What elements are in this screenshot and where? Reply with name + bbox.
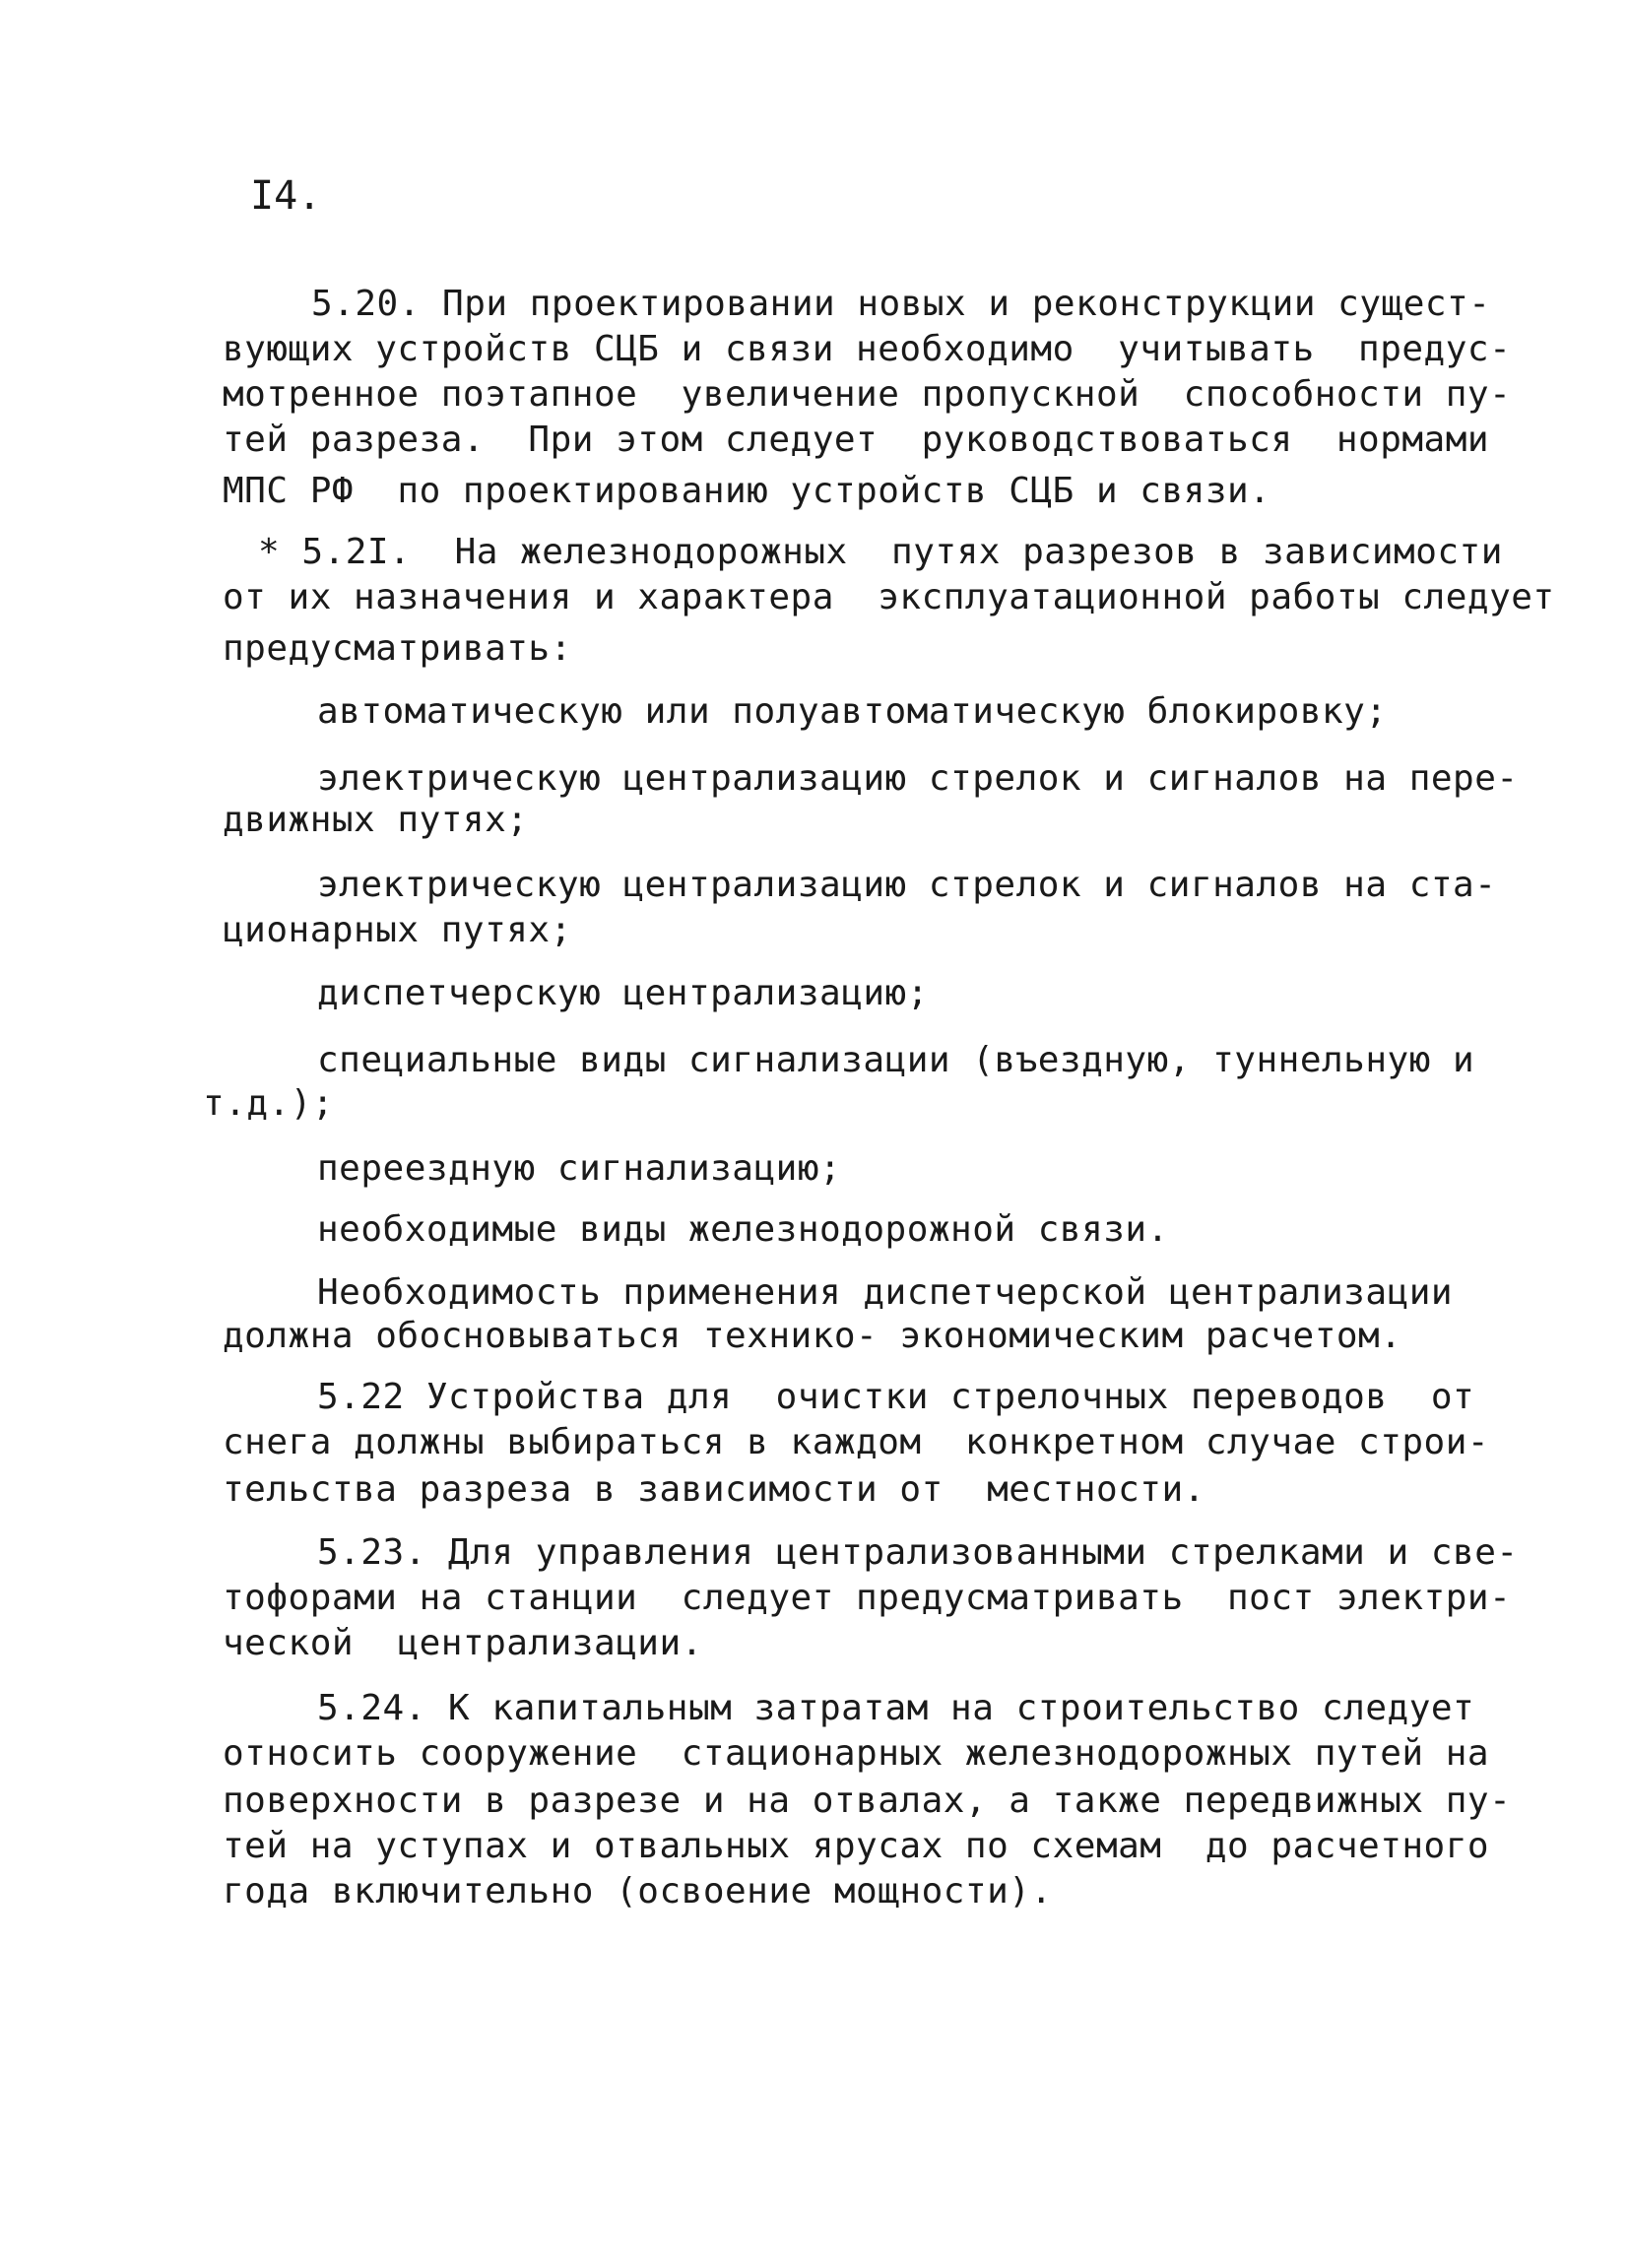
paragraph-5-22-line-1: 5.22 Устройства для очистки стрелочных переводов от <box>317 1377 1475 1417</box>
paragraph-5-20-line-2: вующих устройств СЦБ и связи необходимо учитывать предус- <box>223 329 1512 369</box>
list-item-special-signaling-line-2: т.д.); <box>203 1083 335 1124</box>
list-item-dispatch: диспетчерскую централизацию; <box>317 973 929 1013</box>
list-item-stationary-tracks-line-1: электрическую централизацию стрелок и сигналов на ста- <box>317 865 1497 905</box>
paragraph-5-20-line-4: тей разреза. При этом следует руководствоваться нормами <box>223 420 1490 460</box>
list-item-stationary-tracks-line-2: ционарных путях; <box>223 910 572 950</box>
paragraph-5-23-line-1: 5.23. Для управления централизованными стрелками и све- <box>317 1532 1519 1573</box>
list-item-blocking: автоматическую или полуавтоматическую блокировку; <box>317 691 1388 732</box>
paragraph-5-24-line-2: относить сооружение стационарных железнодорожных путей на <box>223 1733 1490 1774</box>
paragraph-5-24-line-4: тей на уступах и отвальных ярусах по схемам до расчетного <box>223 1826 1490 1866</box>
paragraph-5-21-line-1: * 5.2I. На железнодорожных путях разрезов в зависимости <box>258 532 1503 572</box>
paragraph-necessity-line-2: должна обосновываться технико- экономическим расчетом. <box>223 1316 1402 1356</box>
list-item-special-signaling-line-1: специальные виды сигнализации (въездную, туннельную и <box>317 1040 1475 1080</box>
paragraph-5-24-line-1: 5.24. К капитальным затратам на строительство следует <box>317 1688 1475 1728</box>
list-item-mobile-tracks-line-1: электрическую централизацию стрелок и сигналов на пере- <box>317 758 1519 799</box>
paragraph-necessity-line-1: Необходимость применения диспетчерской централизации <box>317 1272 1454 1313</box>
list-item-crossing-signaling: переездную сигнализацию; <box>317 1148 842 1189</box>
paragraph-5-20-line-1: 5.20. При проектировании новых и реконструкции сущест- <box>311 284 1491 324</box>
page-number: I4. <box>250 173 322 219</box>
paragraph-5-20-line-3: мотренное поэтапное увеличение пропускной способности пу- <box>223 374 1512 415</box>
paragraph-5-23-line-2: тофорами на станции следует предусматривать пост электри- <box>223 1578 1512 1618</box>
paragraph-5-22-line-3: тельства разреза в зависимости от местности. <box>223 1469 1205 1510</box>
paragraph-5-24-line-5: года включительно (освоение мощности). <box>223 1871 1053 1912</box>
paragraph-5-21-line-2: от их назначения и характера эксплуатационной работы следует <box>223 577 1555 617</box>
paragraph-5-24-line-3: поверхности в разрезе и на отвалах, а также передвижных пу- <box>223 1781 1512 1821</box>
paragraph-5-21-line-3: предусматривать: <box>223 628 572 669</box>
paragraph-5-23-line-3: ческой централизации. <box>223 1623 703 1663</box>
list-item-mobile-tracks-line-2: движных путях; <box>223 800 529 840</box>
paragraph-5-20-line-5: МПС РФ по проектированию устройств СЦБ и связи. <box>223 471 1271 511</box>
paragraph-5-22-line-2: снега должны выбираться в каждом конкретном случае строи- <box>223 1422 1490 1462</box>
list-item-railway-communication: необходимые виды железнодорожной связи. <box>317 1209 1169 1250</box>
